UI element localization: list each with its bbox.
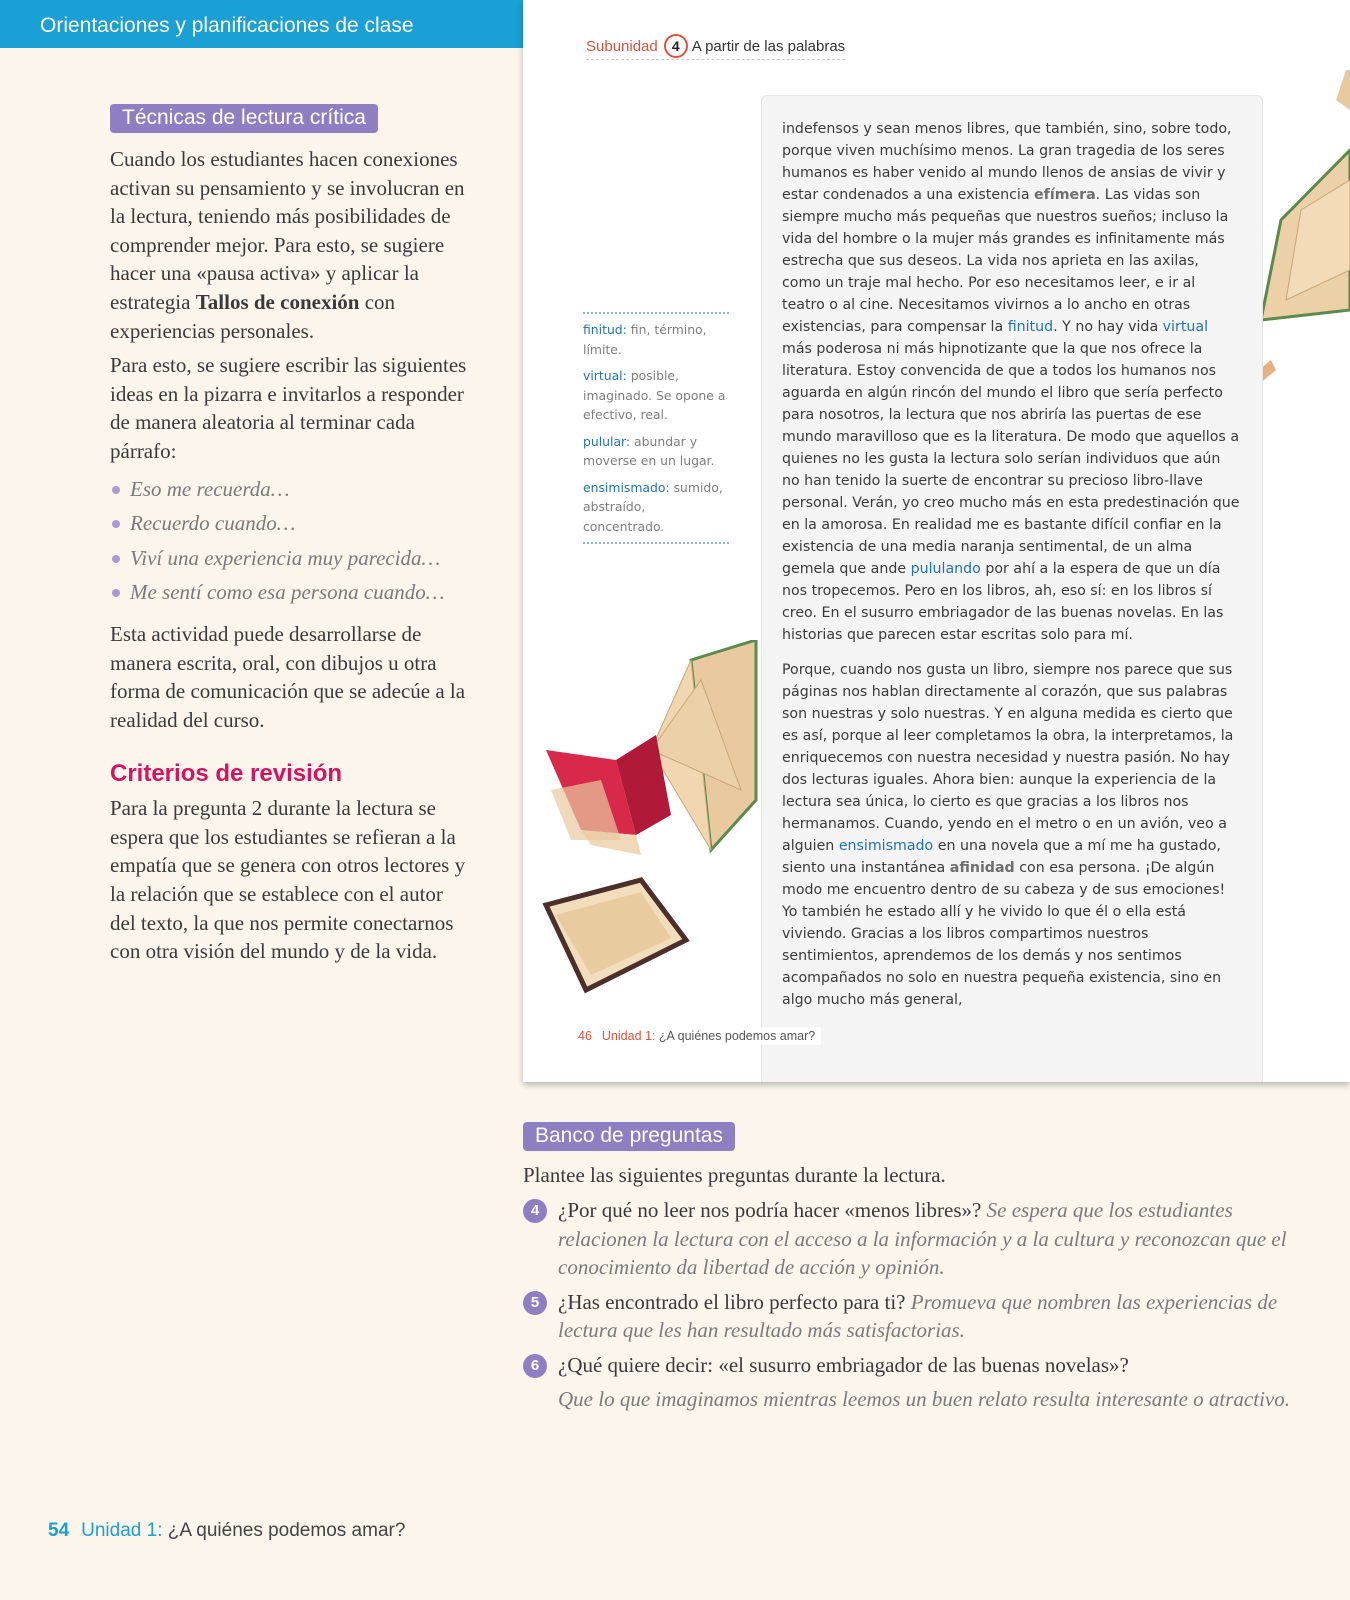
list-item xyxy=(110,506,470,541)
question-answer: Que lo que imaginamos mientras leemos un buen relato resulta interesante o atractivo. xyxy=(558,1387,1290,1411)
glossary-def: sumido, abstraído, concentrado. xyxy=(583,479,723,534)
reading-text: en una novela que a mí me ha gustado, siento una instantánea xyxy=(782,838,1221,876)
bullet-dot-icon xyxy=(112,520,120,528)
glossary-def: abundar y moverse en un lugar. xyxy=(583,433,715,468)
header-title: Orientaciones y planificaciones de clase xyxy=(40,14,414,37)
subunit-title: A partir de las palabras xyxy=(691,38,846,55)
question-item xyxy=(523,1351,1323,1414)
question-text: ¿Por qué no leer nos podría hacer «menos libres»? xyxy=(558,1198,987,1222)
tecnicas-paragraph-2: Para esto, se sugiere escribir las siguientes ideas en la pizarra e invitarlos a responder de manera aleatoria al terminar cada párrafo: xyxy=(110,353,467,463)
bullet-text: Me sentí como esa persona cuando… xyxy=(130,580,445,605)
header-bar xyxy=(0,0,523,48)
glossed-word-pululando: pululando xyxy=(910,561,981,577)
glossary-entry xyxy=(583,366,729,425)
glossary-box xyxy=(583,312,729,544)
glossary-entry xyxy=(583,432,729,471)
tecnicas-title: Técnicas de lectura crítica xyxy=(110,104,378,133)
bullet-dot-icon xyxy=(112,486,120,494)
question-item xyxy=(523,1288,1323,1345)
bank-title: Banco de preguntas xyxy=(523,1122,735,1151)
page-number: 54 xyxy=(48,1520,70,1541)
reading-text: . Y no hay vida xyxy=(1053,319,1163,335)
question-bank xyxy=(523,1122,1323,1420)
student-book-page xyxy=(523,0,1350,1082)
glossed-word-finitud: finitud xyxy=(1007,319,1054,335)
tecnicas-paragraph-1 xyxy=(110,145,470,345)
glossary-entry xyxy=(583,478,729,537)
glossed-word-ensimismado: ensimismado xyxy=(838,838,934,854)
book-page-footer xyxy=(578,1027,821,1045)
glossary-entry xyxy=(583,320,729,359)
glossed-word-afinidad: afinidad xyxy=(949,860,1015,876)
bullet-text: Eso me recuerda… xyxy=(130,476,290,501)
glossary-term: virtual: xyxy=(583,368,627,383)
tecnicas-paragraph-3: Esta actividad puede desarrollarse de manera escrita, oral, con dibujos u otra forma de comunicación que se adecúe a la realidad del curso. xyxy=(110,621,466,732)
list-item xyxy=(110,472,470,507)
reading-text: Porque, cuando nos gusta un libro, siempre nos parece que sus páginas nos hablan directamente al corazón, que sus palabras son nuestras y solo nuestras. Y en alguna medida es cierto que es así, porque al leer completamos la obra, la interpretamos, la enriquecemos con nuestra necesidad y nuestra pasión. No hay dos lecturas iguales. Ahora bien: aunque la experiencia de la lectura sea única, lo cierto es que gracias a los libros nos hermanamos. Cuando, yendo en el metro o en un avión, veo a alguien xyxy=(782,662,1234,854)
books-illustration-icon xyxy=(541,640,761,1010)
reading-paragraph-1 xyxy=(782,118,1240,646)
question-text: ¿Qué quiere decir: «el susurro embriagador de las buenas novelas»? xyxy=(558,1352,1129,1377)
unit-label: Unidad 1: xyxy=(81,1520,163,1541)
bullet-dot-icon xyxy=(112,589,120,597)
question-answer: Se espera que los estudiantes relacionen la lectura con el acceso a la información y a la cultura y reconozcan que el conocimiento da libertad de acción y opinión. xyxy=(558,1198,1287,1279)
bullet-dot-icon xyxy=(112,555,120,563)
question-number-badge: 6 xyxy=(523,1354,547,1378)
question-answer: Promueva que nombren las experiencias de lectura que les han resultado más satisfactorias. xyxy=(558,1289,1278,1342)
criterios-title: Criterios de revisión xyxy=(110,760,343,788)
reading-text: indefensos y sean menos libres, que también, sino, sobre todo, porque viven muchísimo menos. La gran tragedia de los seres humanos es haber venido al mundo llenos de ansias de vivir y estar condenados a una existencia xyxy=(782,121,1232,203)
list-item xyxy=(110,575,470,610)
reading-panel xyxy=(761,95,1263,1082)
glossed-word-efimera: efímera xyxy=(1034,187,1096,203)
p1-text-b: con experiencias personales. xyxy=(110,289,396,343)
criterios-paragraph: Para la pregunta 2 durante la lectura se espera que los estudiantes se refieran a la empatía que se genera con otros lectores y la relación que se establece con el autor del texto, la que nos permite conectarnos con otra visión del mundo y de la vida. xyxy=(110,796,466,964)
subunit-heading xyxy=(586,34,845,60)
bank-intro: Plantee las siguientes preguntas durante la lectura. xyxy=(523,1163,946,1187)
bullet-text: Viví una experiencia muy parecida… xyxy=(130,545,441,570)
reading-paragraph-2 xyxy=(782,659,1240,1011)
book-unit-title: ¿A quiénes podemos amar? xyxy=(655,1029,816,1043)
reading-text: por ahí a la espera de que un día nos tropecemos. Pero en los libros, ah, eso sí: en los libros sí creo. En el susurro embriagador de las buenas novelas. En las historias que parecen estar escritas solo para mí. xyxy=(782,561,1224,643)
reading-text: más poderosa ni más hipnotizante que la que nos ofrece la literatura. Estoy convencida de que a todos los humanos nos aguarda en algún rincón del mundo el libro que sería perfecto para nosotros, la lectura que nos abriría las puertas de ese mundo maravilloso que es la literatura. De modo que aquellos a quienes no les gusta la lectura solo serían individuos que aún no han tenido la suerte de encontrar su precioso libro-llave personal. Verán, yo creo mucho más en esta predestinación que en la amorosa. En realidad me es bastante difícil confiar en la existencia de una media naranja sentimental, de un alma gemela que ande xyxy=(782,341,1240,577)
glossary-def: posible, imaginado. Se opone a efectivo, real. xyxy=(583,368,726,422)
glossary-term: ensimismado: xyxy=(583,479,670,495)
subunit-label: Subunidad xyxy=(586,38,658,55)
question-number-badge: 5 xyxy=(523,1291,547,1315)
list-item xyxy=(110,541,470,576)
unit-title: ¿A quiénes podemos amar? xyxy=(162,1520,406,1541)
left-column xyxy=(110,104,470,966)
question-text: ¿Has encontrado el libro perfecto para ti? xyxy=(558,1289,911,1314)
book-unit-label: Unidad 1: xyxy=(601,1029,656,1043)
reading-text: con esa persona. ¡De algún modo me encuentro dentro de su cabeza y de sus emociones! Yo también he estado allí y he vivido lo que él o ella está viviendo. Gracias a los libros compartimos nuestros sentimientos, aprendemos de los demás y nos sentimos acompañados no solo en nuestra pequeña existencia, sino en algo mucho más general, xyxy=(782,860,1226,1008)
question-item xyxy=(523,1196,1323,1282)
reading-text: . Las vidas son siempre mucho más pequeñas que nuestros sueños; incluso la vida del hombre o la mujer más grandes es infinitamente más estrecha que sus deseos. La vida nos aprieta en las axilas, como un traje mal hecho. Por eso necesitamos leer, e ir al teatro o al cine. Necesitamos vivirnos a lo ancho en otras existencias, para compensar la xyxy=(782,187,1229,335)
question-number-badge: 4 xyxy=(523,1199,547,1223)
p1-strategy: Tallos de conexión xyxy=(195,289,360,314)
page-footer xyxy=(48,1520,405,1542)
book-page-number: 46 xyxy=(578,1029,592,1043)
glossary-def: fin, término, límite. xyxy=(583,322,707,357)
p1-text-a: Cuando los estudiantes hacen conexiones activan su pensamiento y se involucran en la lectura, teniendo más posibilidades de comprender mejor. Para esto, se sugiere hacer una «pausa activa» y aplicar la estrategia xyxy=(110,147,465,314)
prompt-list xyxy=(110,472,470,610)
subunit-number-badge: 4 xyxy=(664,34,688,58)
glossed-word-virtual: virtual xyxy=(1162,319,1209,335)
glossary-term: pulular: xyxy=(583,433,631,449)
glossary-term: finitud: xyxy=(583,322,627,337)
bullet-text: Recuerdo cuando… xyxy=(130,511,296,536)
